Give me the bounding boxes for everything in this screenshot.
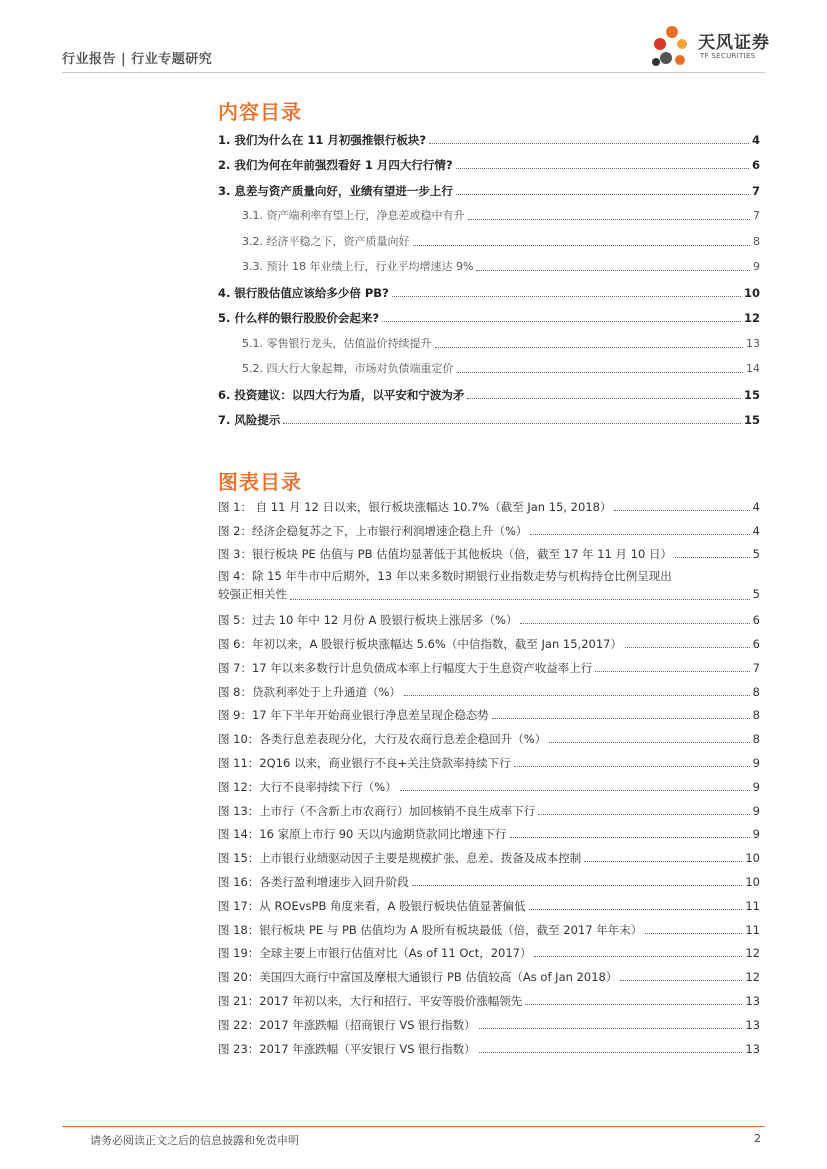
figure-entry[interactable] (218, 841, 760, 865)
figure-entry-page: 6 (752, 636, 760, 651)
figure-entry[interactable] (218, 627, 760, 651)
toc-entry-page: 10 (743, 285, 760, 300)
figure-entry-label: 图 10：各类行息差表现分化，大行及农商行息差企稳回升（%） (218, 732, 547, 747)
figure-entry[interactable] (218, 675, 760, 699)
figure-entry[interactable] (218, 889, 760, 913)
dot-leader (620, 980, 742, 981)
figure-entry-label: 图 11：2Q16 以来，商业银行不良+关注贷款率持续下行 (218, 755, 511, 770)
toc-entry-page: 14 (746, 362, 760, 375)
dot-leader (525, 1004, 742, 1005)
figure-entry-page: 5 (752, 587, 760, 602)
toc-entry-page: 4 (751, 132, 760, 147)
figure-entry[interactable] (218, 746, 760, 770)
figure-entry-label: 图 12：大行不良率持续下行（%） (218, 779, 397, 794)
toc-entry-page: 13 (746, 336, 760, 350)
figure-entry-label: 图 15：上市银行业绩驱动因子主要是规模扩张、息差、拨备及成本控制 (218, 851, 582, 866)
toc-entry-label: 2. 我们为何在年前强烈看好 1 月四大行行情? (218, 158, 453, 172)
dot-leader (584, 861, 742, 862)
page-number: 2 (754, 1132, 761, 1145)
toc-entry-label: 3.3. 预计 18 年业绩上行，行业平均增速达 9% (242, 260, 474, 273)
figure-entry-page: 9 (752, 779, 760, 794)
dot-leader (392, 296, 741, 297)
dot-leader (645, 933, 742, 934)
figure-entry-page: 7 (752, 660, 760, 675)
toc-entry-page: 8 (753, 234, 760, 248)
header-divider (62, 72, 765, 73)
toc-entry[interactable] (218, 223, 760, 249)
dot-leader (382, 321, 741, 322)
figure-entry[interactable] (218, 490, 760, 514)
figure-entry[interactable] (218, 699, 760, 723)
dot-leader (283, 423, 741, 424)
figure-entry-page: 10 (745, 851, 760, 866)
figure-entry[interactable] (218, 770, 760, 794)
dot-leader (549, 742, 749, 743)
figure-entry-page: 5 (752, 547, 760, 562)
dot-leader (675, 557, 750, 558)
toc-entry-page: 7 (751, 183, 760, 198)
dot-leader (625, 647, 750, 648)
figure-entry[interactable] (218, 514, 760, 538)
toc-entry-page: 15 (743, 413, 760, 427)
figure-entry-label: 图 7：17 年以来多数行计息负债成本率上行幅度大于生息资产收益率上行 (218, 660, 593, 675)
dot-leader (412, 885, 743, 886)
figure-entry-page: 12 (745, 970, 760, 985)
toc-entry[interactable] (218, 198, 760, 224)
figure-entry-label: 图 19：全球主要上市银行估值对比（As of 11 Oct，2017） (218, 946, 532, 961)
figure-entry-label-cont: 较强正相关性 (218, 587, 287, 602)
toc-entry[interactable] (218, 172, 760, 198)
figure-entry-label: 图 5：过去 10 年中 12 月份 A 股银行板块上涨居多（%） (218, 613, 518, 628)
dot-leader (492, 718, 750, 719)
figure-entry-label: 图 14：16 家原上市行 90 天以内逾期贷款同比增速下行 (218, 827, 507, 842)
toc-entry-page: 6 (751, 158, 760, 172)
dot-leader (404, 695, 750, 696)
figure-entry[interactable] (218, 960, 760, 984)
figure-entry-page: 12 (745, 946, 760, 961)
figure-entry-page: 13 (745, 1041, 760, 1056)
toc-entry[interactable] (218, 274, 760, 300)
dot-leader (468, 219, 751, 220)
toc-entry[interactable] (218, 300, 760, 326)
toc-title: 内容目录 (218, 100, 302, 124)
figure-entry-page: 9 (752, 827, 760, 842)
toc-entry[interactable] (218, 376, 760, 402)
toc-entry-label: 6. 投资建议：以四大行为盾，以平安和宁波为矛 (218, 387, 465, 402)
dot-leader (510, 837, 750, 838)
figure-entry-page: 8 (752, 684, 760, 699)
toc-entry-page: 12 (743, 311, 760, 325)
dot-leader (614, 510, 749, 511)
figure-entry-page: 8 (752, 708, 760, 723)
figure-entry-label: 图 17：从 ROEvsPB 角度来看，A 股银行板块估值显著偏低 (218, 898, 526, 913)
figure-entry-continuation-line (218, 585, 760, 603)
toc-entry-label: 5.2. 四大行大象起舞，市场对负债端重定价 (242, 362, 454, 375)
toc-entry-label: 7. 风险提示 (218, 413, 281, 427)
dot-leader (479, 1052, 743, 1053)
toc-entry[interactable] (218, 351, 760, 377)
toc-entry-label: 1. 我们为什么在 11 月初强推银行板块? (218, 132, 427, 147)
figure-entry-page: 10 (745, 874, 760, 889)
toc-entry-label: 5. 什么样的银行股股价会起来? (218, 311, 380, 325)
figure-entry[interactable] (218, 1032, 760, 1056)
logo-subtitle: TF SECURITIES (700, 52, 756, 60)
footer-disclaimer: 请务必阅读正文之后的信息披露和免责申明 (90, 1134, 299, 1147)
toc-entry[interactable] (218, 249, 760, 275)
figure-entry-label: 图 23：2017 年涨跌幅（平安银行 VS 银行指数） (218, 1041, 476, 1056)
figure-entry-label: 图 6：年初以来，A 股银行板块涨幅达 5.6%（中信指数，截至 Jan 15,2017） (218, 636, 622, 651)
figure-entry-page: 8 (752, 732, 760, 747)
toc-entry-page: 7 (753, 209, 760, 222)
figure-entry-page: 13 (745, 993, 760, 1008)
toc-entry-page: 9 (753, 260, 760, 273)
dot-leader (530, 534, 749, 535)
figure-entry-label: 图 13：上市行（不含新上市农商行）加回核销不良生成率下行 (218, 803, 536, 818)
toc-entry-label: 3. 息差与资产质量向好，业绩有望进一步上行 (218, 183, 453, 198)
figure-entry-label: 图 8：贷款利率处于上升通道（%） (218, 684, 401, 699)
logo-name: 天风证券 (698, 33, 770, 53)
dot-leader (520, 623, 749, 624)
figures-title: 图表目录 (218, 470, 302, 494)
figure-entry[interactable] (218, 1008, 760, 1032)
figure-entry[interactable] (218, 561, 760, 603)
footer-divider (62, 1126, 765, 1127)
figure-entry[interactable] (218, 937, 760, 961)
dot-leader (457, 372, 744, 373)
toc-entry-label: 4. 银行股估值应该给多少倍 PB? (218, 285, 389, 300)
toc-entry-label: 3.2. 经济平稳之下，资产质量向好 (242, 234, 410, 248)
figure-entry-page: 6 (752, 613, 760, 628)
figure-entry-label: 图 22：2017 年涨跌幅（招商银行 VS 银行指数） (218, 1017, 476, 1032)
dot-leader (429, 143, 749, 144)
toc-entry[interactable] (218, 147, 760, 173)
dot-leader (456, 168, 749, 169)
figure-entry[interactable] (218, 913, 760, 937)
dot-leader (435, 347, 744, 348)
figure-entry[interactable] (218, 865, 760, 889)
dot-leader (400, 790, 750, 791)
figure-entry-page: 4 (752, 499, 760, 514)
figure-entry-label: 图 20：美国四大商行中富国及摩根大通银行 PB 估值较高（As of Jan 2018） (218, 970, 618, 985)
dot-leader (290, 599, 750, 600)
figure-entry-label: 图 4：除 15 年牛市中后期外，13 年以来多数时期银行业指数走势与机构持仓比例呈现出 (218, 569, 672, 584)
dot-leader (456, 194, 749, 195)
dot-leader (534, 956, 742, 957)
toc-entry-page: 15 (743, 387, 760, 402)
dot-leader (467, 398, 741, 399)
figure-entry[interactable] (218, 538, 760, 562)
figure-entry[interactable] (218, 818, 760, 842)
figure-entry-label: 图 2：经济企稳复苏之下，上市银行利润增速企稳上升（%） (218, 523, 528, 538)
company-logo (648, 22, 768, 72)
dot-leader (479, 1028, 743, 1029)
figure-entry-page: 13 (745, 1017, 760, 1032)
figure-entry[interactable] (218, 722, 760, 746)
figures-list (218, 490, 760, 1056)
dot-leader (529, 909, 743, 910)
dot-leader (413, 245, 751, 246)
figure-entry-label: 图 16：各类行盈利增速步入回升阶段 (218, 874, 409, 889)
toc-entry[interactable] (218, 402, 760, 428)
figure-entry-page: 9 (752, 803, 760, 818)
figure-entry-label: 图 21：2017 年初以来，大行和招行、平安等股价涨幅领先 (218, 993, 523, 1008)
toc-entry-label: 3.1. 资产端利率有望上行，净息差或稳中有升 (242, 209, 465, 222)
figure-entry-page: 11 (745, 922, 760, 937)
dot-leader (595, 671, 749, 672)
figure-entry-page: 11 (745, 898, 760, 913)
report-breadcrumb: 行业报告 | 行业专题研究 (62, 52, 213, 67)
figure-entry-label: 图 9：17 年下半年开始商业银行净息差呈现企稳态势 (218, 708, 489, 723)
figure-entry-page: 4 (752, 523, 760, 538)
dot-leader (514, 766, 750, 767)
toc-entry[interactable] (218, 325, 760, 351)
figure-entry[interactable] (218, 984, 760, 1008)
toc-entry-label: 5.1. 零售银行龙头，估值溢价持续提升 (242, 336, 432, 350)
figure-entry-label: 图 3：银行板块 PE 估值与 PB 估值均显著低于其他板块（倍，截至 17 年 11 月 10 日） (218, 547, 672, 562)
figure-entry[interactable] (218, 794, 760, 818)
figure-entry-label: 图 1： 自 11 月 12 日以来，银行板块涨幅达 10.7%（截至 Jan 15, 2018） (218, 499, 612, 514)
dot-leader (476, 270, 750, 271)
logo-flower-icon (648, 22, 696, 72)
toc-list (218, 121, 760, 427)
figure-entry-label: 图 18：银行板块 PE 与 PB 估值均为 A 股所有板块最低（倍，截至 2017 年年末） (218, 922, 643, 937)
figure-entry[interactable] (218, 603, 760, 627)
dot-leader (538, 814, 749, 815)
toc-entry[interactable] (218, 121, 760, 147)
figure-entry[interactable] (218, 651, 760, 675)
figure-entry-page: 9 (752, 755, 760, 770)
